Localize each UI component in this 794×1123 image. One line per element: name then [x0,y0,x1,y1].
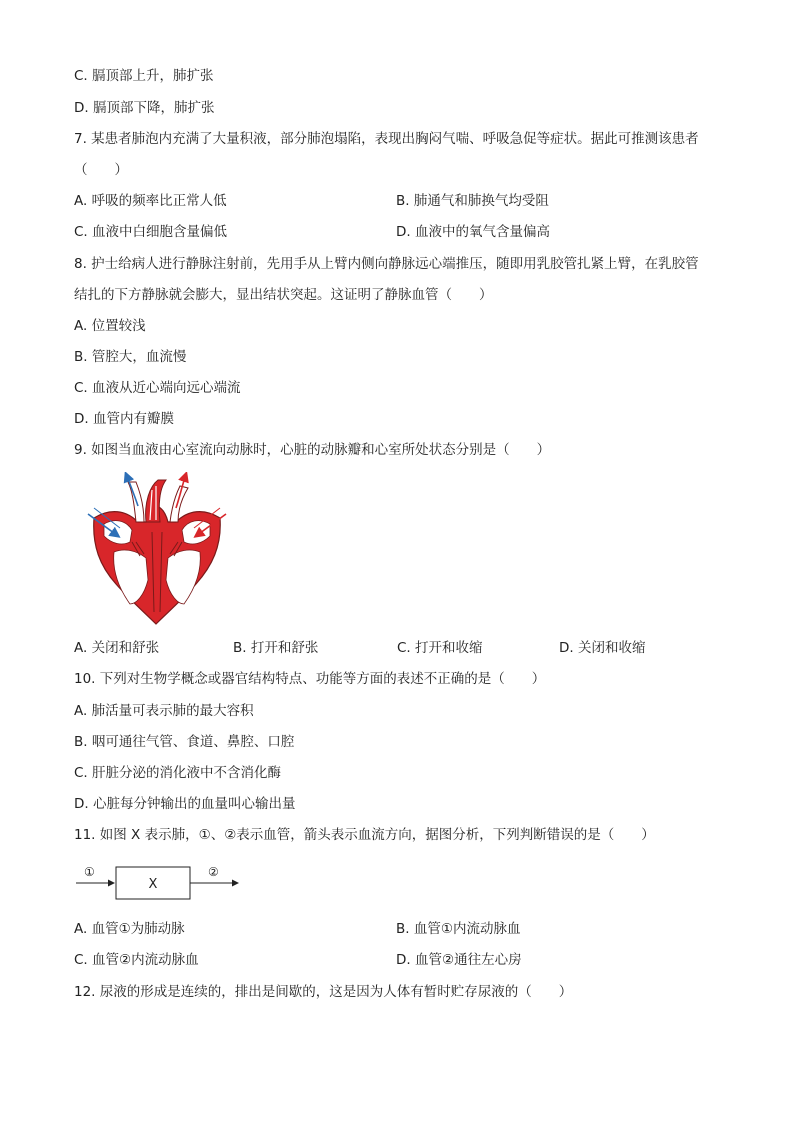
q10-stem: 10. 下列对生物学概念或器官结构特点、功能等方面的表述不正确的是（ ） [74,671,546,687]
q7-stem-line2: （ ） [74,162,128,178]
lung-flow-diagram [74,862,244,902]
q8-option-b: B. 管腔大，血流慢 [74,349,187,365]
q11-options-row2 [74,951,734,969]
vessel-in-label: ① [84,865,95,879]
q7-option-a: A. 呼吸的频率比正常人低 [74,193,227,209]
q7-option-d: D. 血液中的氧气含量偏高 [396,224,550,240]
q9-option-b: B. 打开和舒张 [233,640,319,656]
heart-diagram [84,472,230,626]
q8-stem-line2: 结扎的下方静脉就会膨大，显出结状突起。这证明了静脉血管（ ） [74,287,493,303]
q9-option-d: D. 关闭和收缩 [559,640,646,656]
vessel-out-label: ② [208,865,219,879]
q10-option-c: C. 肝脏分泌的消化液中不含消化酶 [74,765,282,781]
q7-stem-line1: 7. 某患者肺泡内充满了大量积液，部分肺泡塌陷，表现出胸闷气喘、呼吸急促等症状。据此可推测该患者 [74,131,699,147]
q7-options-row2 [74,223,734,241]
q10-option-b: B. 咽可通往气管、食道、鼻腔、口腔 [74,734,295,750]
q10-option-a: A. 肺活量可表示肺的最大容积 [74,703,254,719]
q11-stem: 11. 如图 X 表示肺，①、②表示血管，箭头表示血流方向，据图分析，下列判断错误的是（ ） [74,827,655,843]
q12-stem: 12. 尿液的形成是连续的，排出是间歇的，这是因为人体有暂时贮存尿液的（ ） [74,984,573,1000]
q9-option-a: A. 关闭和舒张 [74,640,160,656]
q6-option-c: C. 膈顶部上升，肺扩张 [74,68,214,84]
q9-option-c: C. 打开和收缩 [397,640,483,656]
q8-stem-line1: 8. 护士给病人进行静脉注射前，先用手从上臂内侧向静脉远心端推压，随即用乳胶管扎紧上臂，在乳胶管 [74,256,699,272]
q8-option-d: D. 血管内有瓣膜 [74,411,174,427]
q7-option-c: C. 血液中白细胞含量偏低 [74,224,228,240]
lung-box-label: X [148,877,158,892]
q9-stem: 9. 如图当血液由心室流向动脉时，心脏的动脉瓣和心室所处状态分别是（ ） [74,442,551,458]
q11-option-c: C. 血管②内流动脉血 [74,952,199,968]
q11-options-row1 [74,920,734,938]
q7-option-b: B. 肺通气和肺换气均受阻 [396,193,549,209]
q9-options-row [74,639,734,657]
q8-option-c: C. 血液从近心端向远心端流 [74,380,241,396]
q7-options-row1 [74,192,734,210]
q11-option-d: D. 血管②通往左心房 [396,952,522,968]
q8-option-a: A. 位置较浅 [74,318,146,334]
q11-option-a: A. 血管①为肺动脉 [74,921,185,937]
q10-option-d: D. 心脏每分钟输出的血量叫心输出量 [74,796,296,812]
q6-option-d: D. 膈顶部下降，肺扩张 [74,100,215,116]
q11-option-b: B. 血管①内流动脉血 [396,921,521,937]
